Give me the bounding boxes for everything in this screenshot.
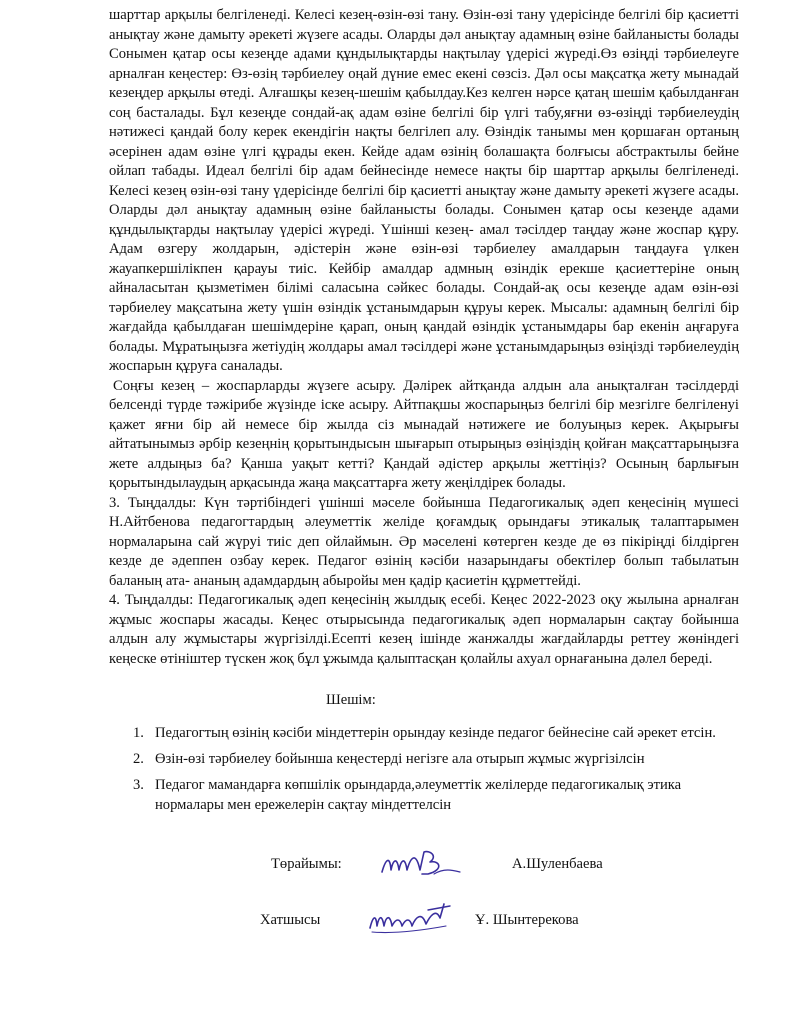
decision-number: 1. [133,725,144,741]
document-body [109,6,739,669]
chair-name: А.Шуленбаева [512,856,603,872]
decision-text: Өзін-өзі тәрбиелеу бойынша кеңестерді негізге ала отырып жұмыс жүргізілсін [155,751,645,767]
secretary-role: Хатшысы [260,912,321,928]
decision-item [109,749,741,769]
decision-list [109,723,741,821]
decision-number: 3. [133,777,144,793]
secretary-signature-mark [366,896,456,938]
decision-item [109,775,741,815]
paragraph-self-education: шарттар арқылы белгіленеді. Келесі кезең-өзін-өзі тану. Өзін-өзі тану үдерісінде белгілі бір қасиетті анықтау және дамыту әрекеті жүзеге асады. Оларды дәл анықтау адамның өзіне байланысты болады Сонымен қатар осы кезеңде адами құндылықтарды нақтылау үдерісі жүреді.Өз өзіңді тәрбиелеуге арналған кеңестер: Өз-өзің тәрбиелеу оңай дүние емес екені сөзсіз. Дәл осы мақсатқа жету мынадай кезеңдер арқылы өтеді. Алғашқы кезең-шешім қабылдау.Кез келген нәрсе қатаң шешім қабылданған соң басталады. Бұл кезеңде сондай-ақ адам өзіне белгілі бір үлгі табу,яғни өз-өзіңді тәрбиелеудің нәтижесі қандай болу керек екендігін нақты белгілеп алу. Өзіндік танымы мен қоршаған ортаның әсерінен адам өзіне үлгі құрады екен. Кейде адам өзінің болашақта болғысы абстрактылы бейне ойлап табады. Идеал белгілі бір адам бейнесінде немесе нақты бір шарттар арқылы белгіленеді. Келесі кезең өзін-өзі тану үдерісінде белгілі бір қасиетті анықтау және дамыту әрекеті жүзеге асады. Оларды дәл анықтау адамның өзіне байланысты болады. Сонымен қатар осы кезеңде адами құндылықтарды нақтылау үдерісі жүреді. Үшінші кезең- амал тәсілдер таңдау және жоспар құру. Адам өзгеру жолдарын, әдістерін және өзін-өзі тәрбиелеу амалдарын таңдауға үлкен жауапкершілікпен қарауы тиіс. Кейбір амалдар адмның өзіндік ерекше қасиеттеріне оның айналасытан қызметімен білімі саласына сәйкес болады. Сондай-ақ осы кезеңде адам өзін-өзі тәрбиелеу мақсатына жету үшін өзіндік ұстанымдарын құруы керек. Мысалы: адамның белгілі бір жағдайда қабылдаған шешімдеріне қарап, оның қандай өзіндік ұстанымдары бар екенін аңғаруға болады. Мұратыңызға жетіудің жолдары амал тәсілдері және ұстанымдарыңыз өзіңізді тәрбиелеудің жоспарын құруға саналады. [109,7,739,374]
chair-signature-mark [378,846,464,880]
paragraph-item-3: 3. Тыңдалды: Күн тәртібіндегі үшінші мәселе бойынша Педагогикалық әдеп кеңесінің мүшесі Н.Айтбенова педагогтардың әлеуметтік желіде қоғамдық орындағы этикалық талаптарымен нормаларына сай жүруі тиіс деп ойлаймын. Әр мәселені көтерген кезде де өз пікіріңді білдірген кезде де әдеппен озбау керек. Педагог өзінің кәсіби назарындағы обектілер болып табылатын баланың ата- ананың адамдардың абыройы мен қадір қасиетін құрметтейді. [109,494,739,589]
decision-number: 2. [133,751,144,767]
paragraph-final-stage: Соңғы кезең – жоспарларды жүзеге асыру. Дәлірек айтқанда алдын ала анықталған тәсілдерді белсенді түрде тәжірибе жүзінде іске асыру. Айтпақшы жоспарыңыз белгілі бір мезгілге белгіленуі қажет яғни бір ай немесе бір жылда сіз мынадай нәтижеге ие болуыңыз керек. Ақырығы айтатынымыз әрбір кезеңнің қорытындысын шығарып отырыңыз өзіңіздің қойған мақсаттарыңызға жете алдыңыз ба? Қанша уақыт кетті? Қандай әдістер арқылы жеттіңіз? Осының барлығын қорытындылаудың арқасында жаңа мақсаттарға жету жеңілдірек болады. [109,377,739,491]
decision-title: Шешім: [326,692,376,708]
paragraph-item-4: 4. Тыңдалды: Педагогикалық әдеп кеңесінің жылдық есебі. Кеңес 2022-2023 оқу жылына арналған жұмыс жоспары жасады. Кеңес отырысында педагогикалық әдеп нормаларын сақтау бойынша алдын алу жұмыстары жүргізілді.Есепті кезең ішінде жанжалды жағдайларды реттеу жөніндегі кеңеске өтініштер түскен жоқ бұл ұжымда қалыптасқан қолайлы ахуал орнағанына дәлел береді. [109,592,739,667]
chair-role: Төрайымы: [271,856,342,872]
decision-item [109,723,741,743]
secretary-name: Ұ. Шынтерекова [475,912,579,928]
decision-text: Педагогтың өзінің кәсіби міндеттерін орындау кезінде педагог бейнесіне сай әрекет етсін. [155,725,716,741]
decision-text: Педагог мамандарға көпшілік орындарда,әлеуметтік желілерде педагогикалық этика нормалары мен ережелерін сақтау міндеттелсін [155,777,682,813]
